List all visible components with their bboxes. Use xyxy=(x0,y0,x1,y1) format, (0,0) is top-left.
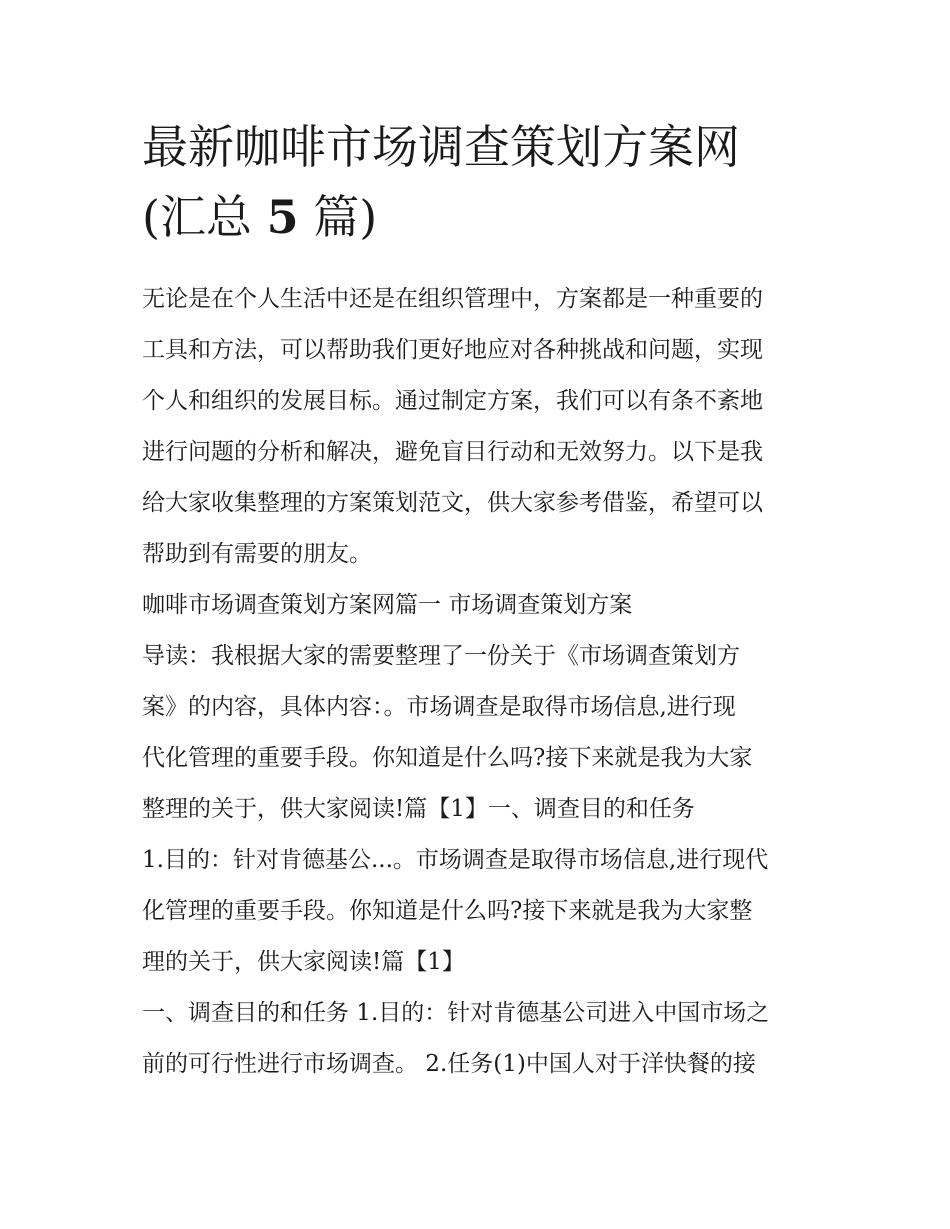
body-line: 案》的内容，具体内容：。市场调查是取得市场信息,进行现 xyxy=(142,694,736,720)
body-line: 前的可行性进行市场调查。 2.任务(1)中国人对于洋快餐的接 xyxy=(142,1051,756,1077)
body-line: 无论是在个人生活中还是在组织管理中，方案都是一种重要的 xyxy=(142,286,763,312)
document-title xyxy=(142,112,814,252)
body-line: 整理的关于，供大家阅读!篇【1】一、调查目的和任务 xyxy=(142,796,695,822)
body-line: 进行问题的分析和解决，避免盲目行动和无效努力。以下是我 xyxy=(142,439,763,465)
body-line: 帮助到有需要的朋友。 xyxy=(142,541,372,567)
title-line-2: (汇总 5 篇) xyxy=(142,190,378,244)
title-line-1: 最新咖啡市场调查策划方案网 xyxy=(142,120,740,174)
title-count: 5 xyxy=(266,190,299,244)
section-heading: 咖啡市场调查策划方案网篇一 市场调查策划方案 xyxy=(142,592,633,618)
body-line: 代化管理的重要手段。你知道是什么吗?接下来就是我为大家 xyxy=(142,745,753,771)
document-body xyxy=(142,274,814,1090)
body-line: 个人和组织的发展目标。通过制定方案，我们可以有条不紊地 xyxy=(142,388,763,414)
body-line: 理的关于，供大家阅读!篇【1】 xyxy=(142,949,465,975)
body-line: 1.目的：针对肯德基公...。市场调查是取得市场信息,进行现代 xyxy=(142,847,769,873)
body-line: 导读：我根据大家的需要整理了一份关于《市场调查策划方 xyxy=(142,643,740,669)
body-line: 给大家收集整理的方案策划范文，供大家参考借鉴，希望可以 xyxy=(142,490,763,516)
body-line: 工具和方法，可以帮助我们更好地应对各种挑战和问题，实现 xyxy=(142,337,763,363)
document-content xyxy=(142,112,814,1090)
body-line: 一、调查目的和任务 1.目的：针对肯德基公司进入中国市场之 xyxy=(142,1000,770,1026)
body-line: 化管理的重要手段。你知道是什么吗?接下来就是我为大家整 xyxy=(142,898,753,924)
